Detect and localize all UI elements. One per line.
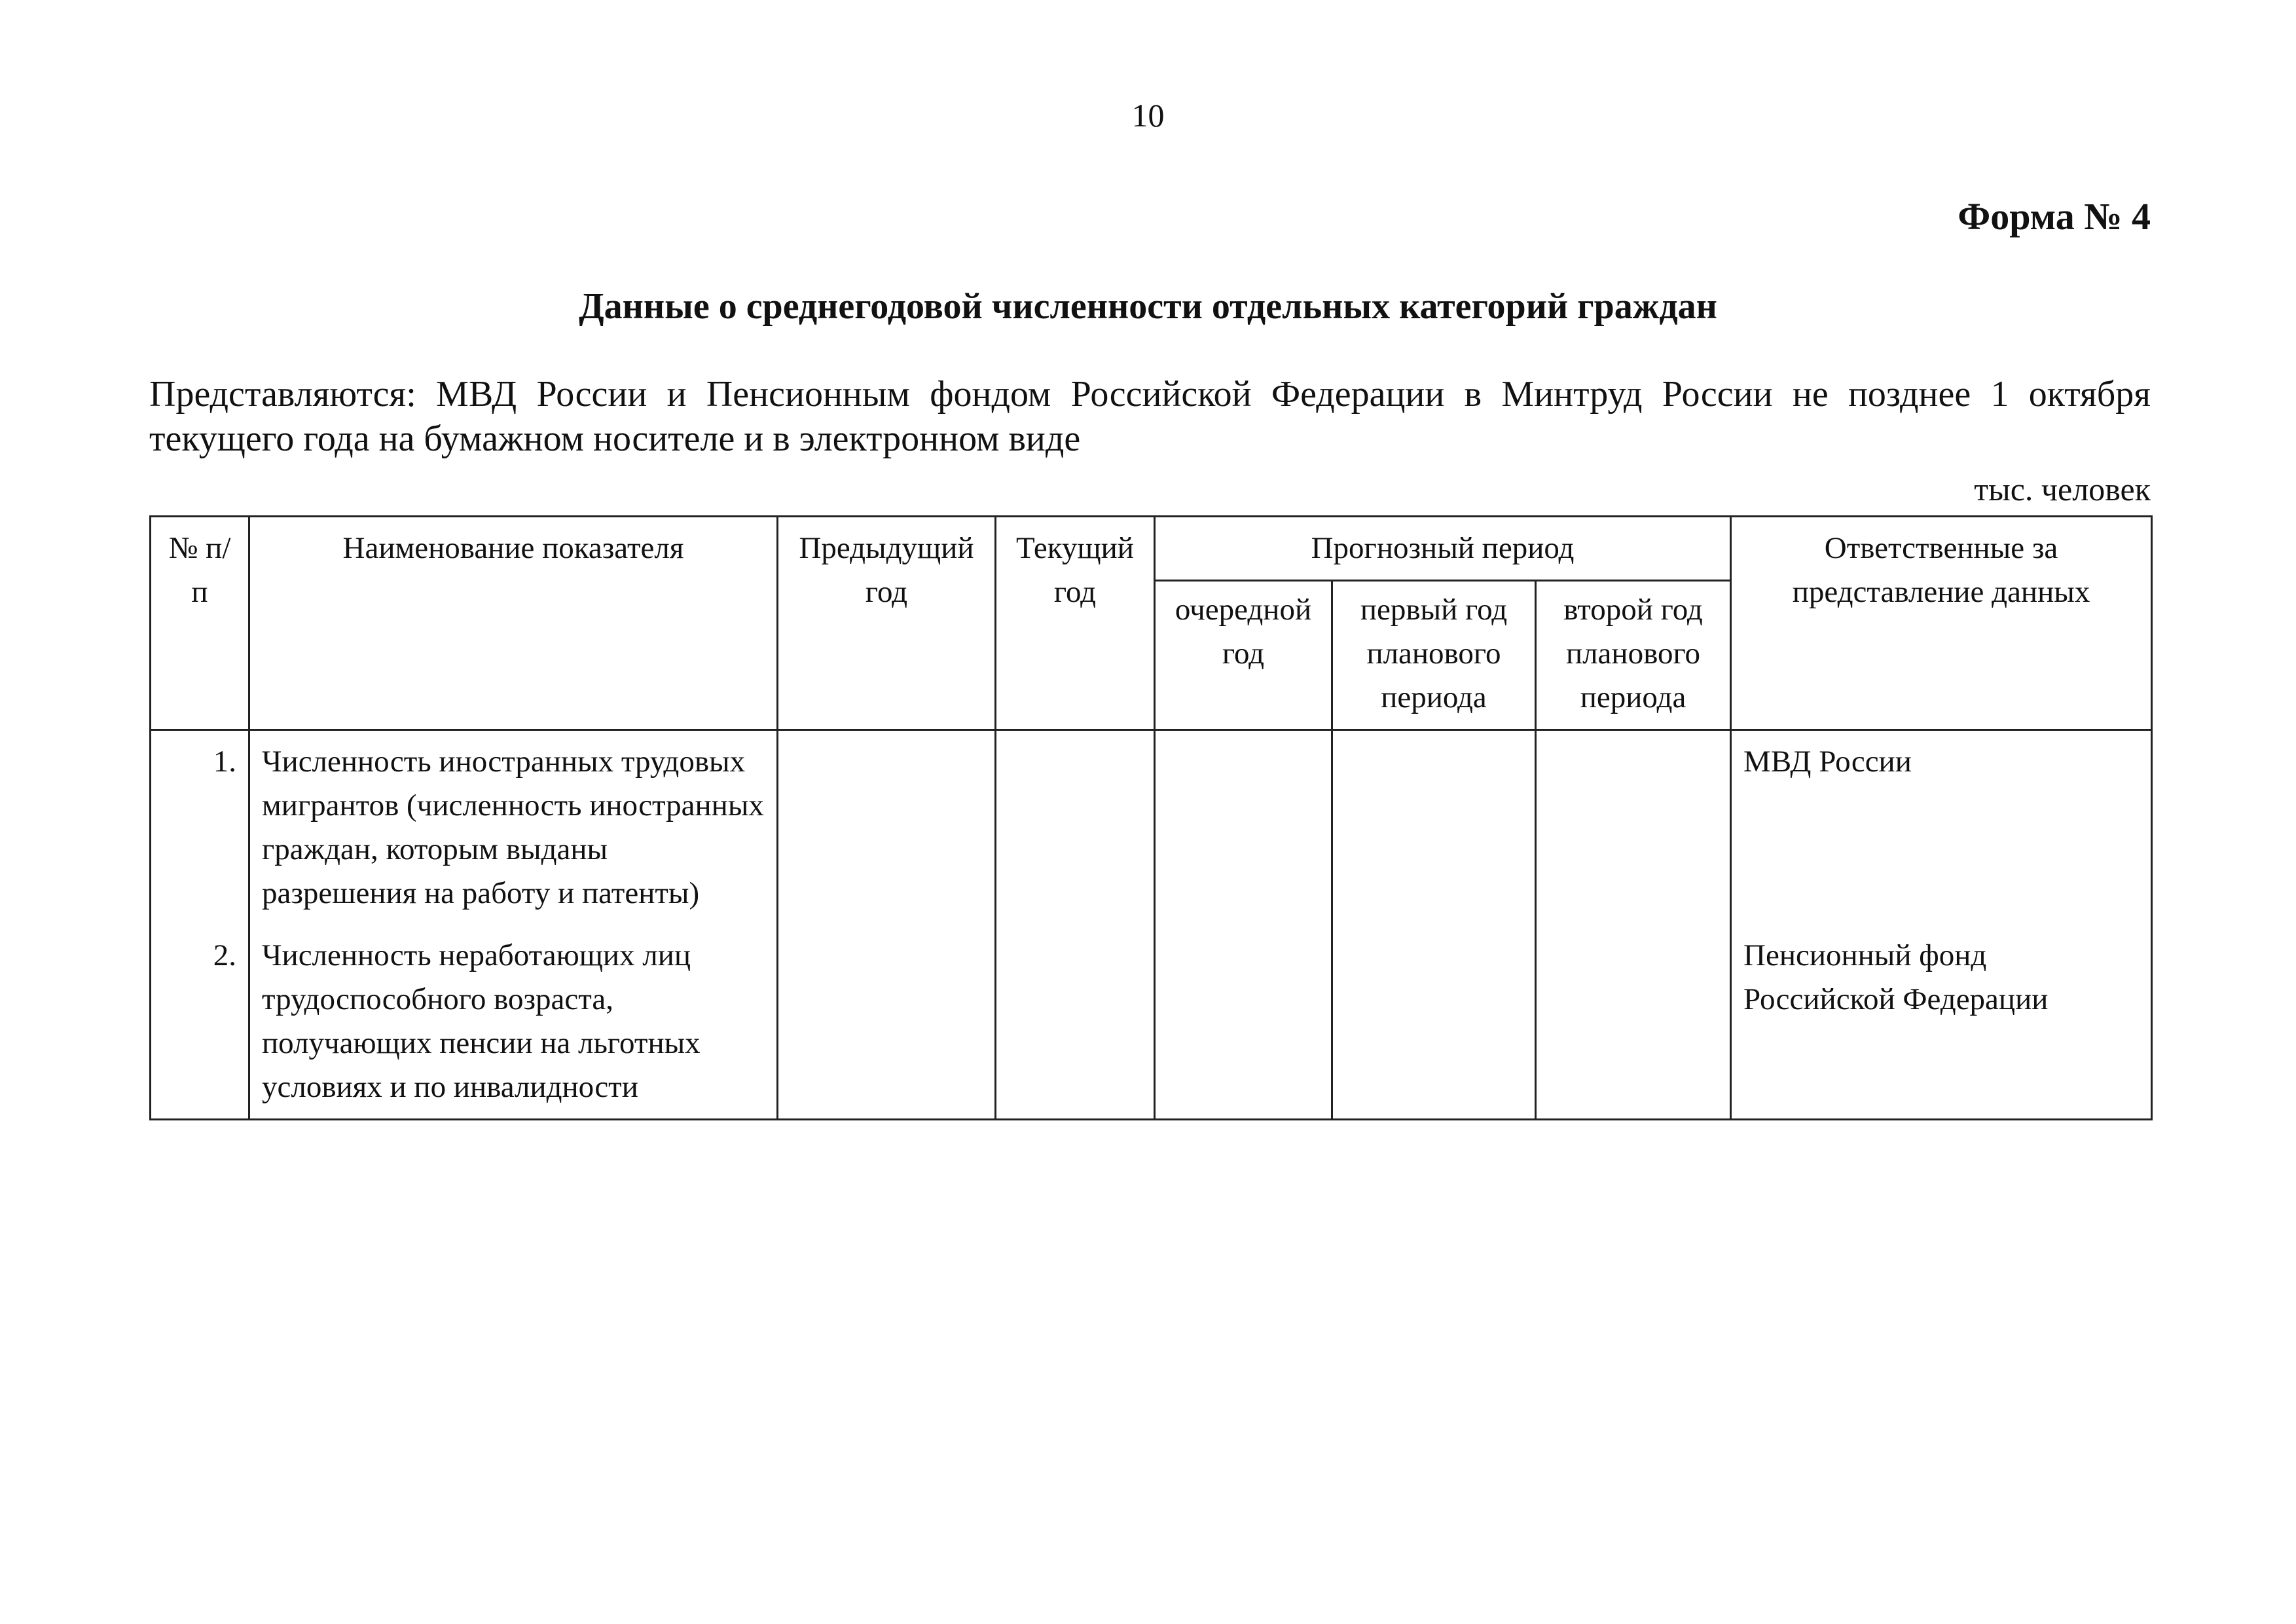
row-responsible: Пенсионный фонд Российской Федерации	[1731, 925, 2152, 1120]
row-name: Численность иностранных трудовых мигрантов (численность иностранных граждан, которым выданы разрешения на работу и патенты)	[249, 730, 778, 925]
row-num: 1.	[151, 730, 249, 925]
row-responsible: МВД России	[1731, 730, 2152, 925]
data-table	[149, 515, 2153, 1120]
header-next-year: очередной год	[1155, 581, 1332, 730]
header-second-planning-year: второй год планового периода	[1536, 581, 1731, 730]
header-name: Наименование показателя	[249, 517, 778, 730]
header-forecast-period: Прогнозный период	[1155, 517, 1731, 581]
header-previous-year: Предыдущий год	[778, 517, 996, 730]
intro-paragraph: Представляются: МВД России и Пенсионным фондом Российской Федерации в Минтруд России не позднее 1 октября текущего года на бумажном носителе и в электронном виде	[149, 374, 2151, 459]
row-name: Численность неработающих лиц трудоспособного возраста, получающих пенсии на льготных условиях и по инвалидности	[249, 925, 778, 1120]
units-label: тыс. человек	[1974, 471, 2151, 507]
row-num: 2.	[151, 925, 249, 1120]
row-next-year	[1155, 730, 1332, 925]
row-previous-year	[778, 925, 996, 1120]
row-second-planning-year	[1536, 730, 1731, 925]
table-header-row	[151, 517, 2152, 581]
row-current-year	[996, 925, 1155, 1120]
page-number: 10	[1131, 97, 1165, 134]
row-next-year	[1155, 925, 1332, 1120]
form-label: Форма № 4	[1958, 195, 2151, 238]
table-row	[151, 730, 2152, 925]
document-title: Данные о среднегодовой численности отдельных категорий граждан	[579, 286, 1717, 327]
row-first-planning-year	[1332, 925, 1536, 1120]
row-first-planning-year	[1332, 730, 1536, 925]
row-previous-year	[778, 730, 996, 925]
header-first-planning-year: первый год планового периода	[1332, 581, 1536, 730]
header-num: № п/п	[151, 517, 249, 730]
row-second-planning-year	[1536, 925, 1731, 1120]
header-responsible: Ответственные за представление данных	[1731, 517, 2152, 730]
header-current-year: Текущий год	[996, 517, 1155, 730]
table-row	[151, 925, 2152, 1120]
row-current-year	[996, 730, 1155, 925]
